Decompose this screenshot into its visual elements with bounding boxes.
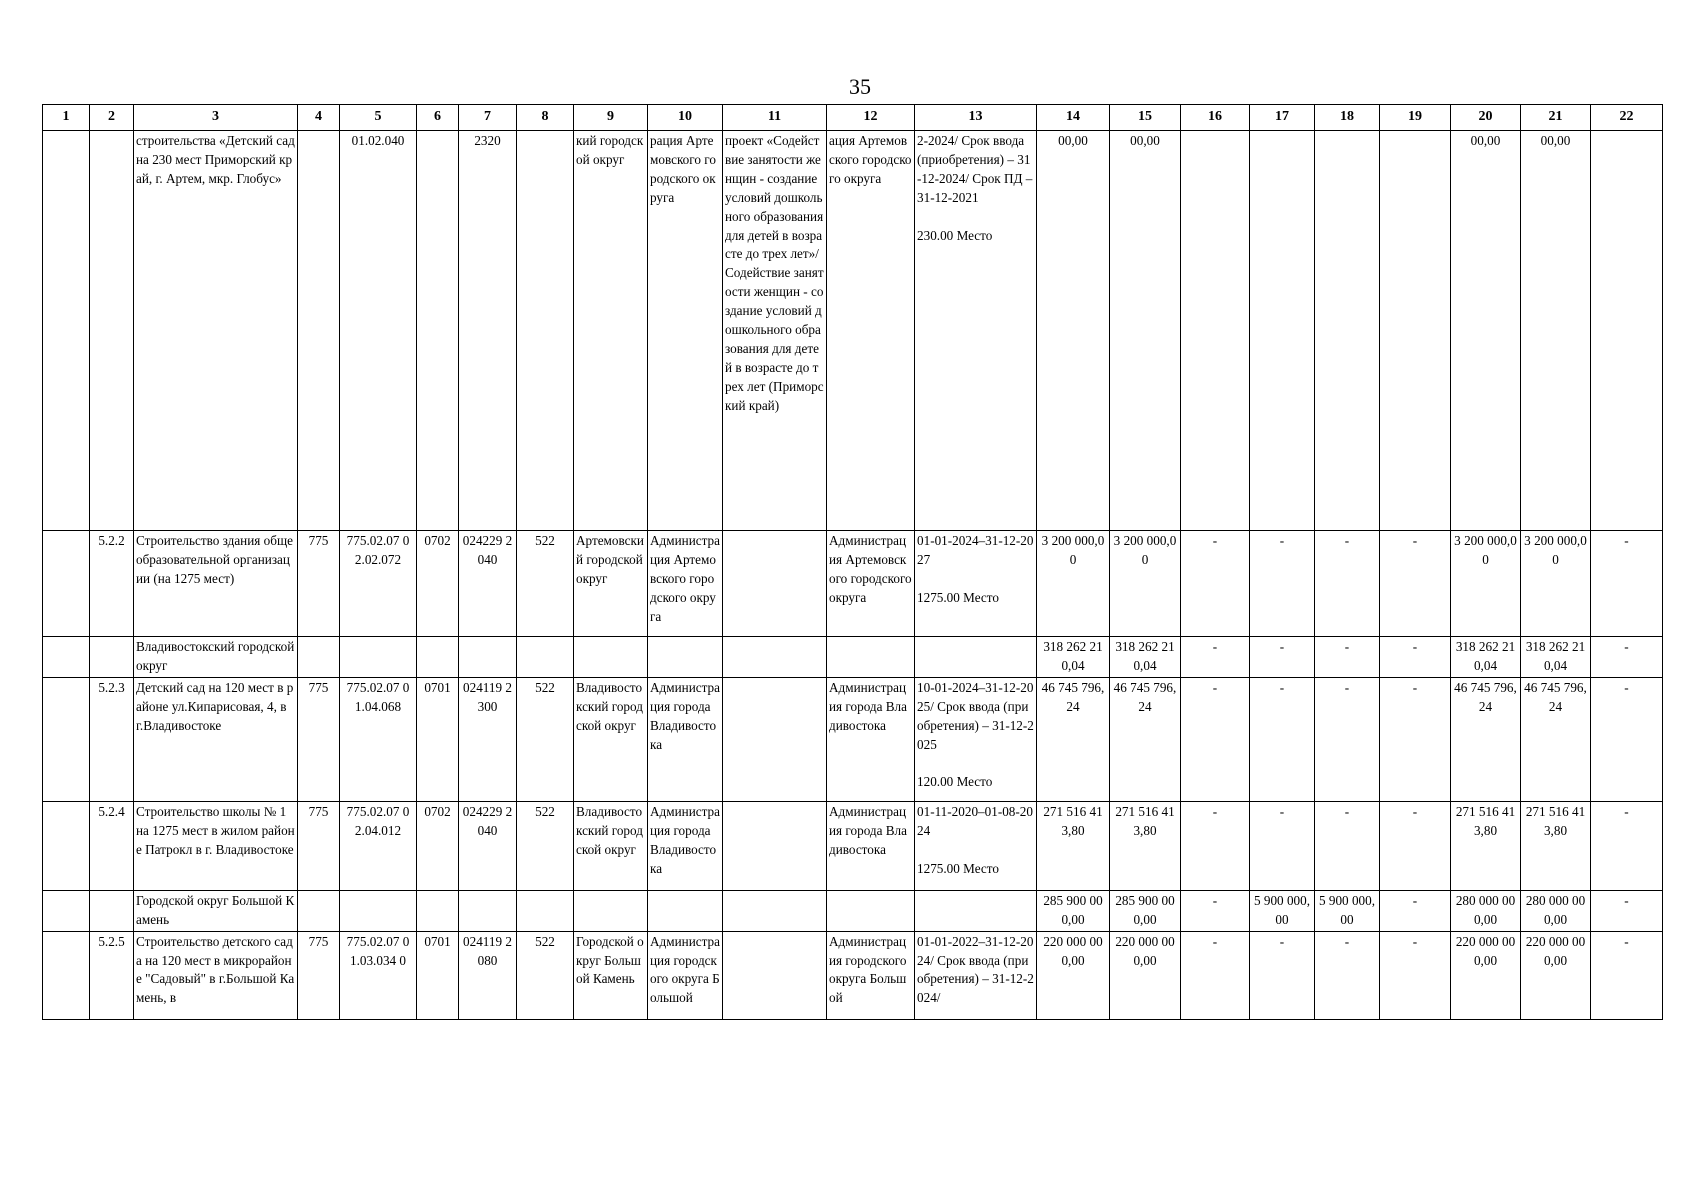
budget-table: [42, 104, 1663, 1020]
cell-row-number: [90, 131, 134, 531]
column-header: 17: [1250, 105, 1315, 131]
cell-c19: -: [1380, 801, 1451, 890]
table-row: [43, 531, 1663, 637]
cell-developer: [827, 890, 915, 931]
column-header: 21: [1521, 105, 1591, 131]
cell-developer: [827, 637, 915, 678]
cell-c20: 46 745 796,24: [1451, 677, 1521, 801]
cell-c21: 318 262 210,04: [1521, 637, 1591, 678]
cell-project: проект «Содействие занятости женщин - создание условий дошкольного образования для детей в возрасте до трех лет»/Содействие занятости женщин - создание условий дошкольного образования для детей в возрасте до трех лет (Приморский край): [723, 131, 827, 531]
header-row: [43, 105, 1663, 131]
cell-c16: -: [1181, 890, 1250, 931]
cell-c8: [517, 131, 574, 531]
cell-c15: 3 200 000,00: [1110, 531, 1181, 637]
cell-c21: 3 200 000,00: [1521, 531, 1591, 637]
cell-c7: 024119 2300: [459, 677, 517, 801]
column-header: 13: [915, 105, 1037, 131]
cell-c5: 775.02.07 02.02.072: [340, 531, 417, 637]
cell-c16: -: [1181, 801, 1250, 890]
cell-c22: -: [1591, 890, 1663, 931]
cell-c7: 024229 2040: [459, 531, 517, 637]
cell-c14: 271 516 413,80: [1037, 801, 1110, 890]
cell-project: [723, 637, 827, 678]
cell-c17: -: [1250, 931, 1315, 1019]
cell-c5: 01.02.040: [340, 131, 417, 531]
cell-c15: 285 900 000,00: [1110, 890, 1181, 931]
cell-developer: Администрация городского округа Большой: [827, 931, 915, 1019]
cell-c1: [43, 677, 90, 801]
cell-project: [723, 801, 827, 890]
cell-c8: [517, 637, 574, 678]
column-header: 5: [340, 105, 417, 131]
cell-c18: -: [1315, 931, 1380, 1019]
column-header: 6: [417, 105, 459, 131]
cell-c6: 0702: [417, 531, 459, 637]
cell-c4: [298, 890, 340, 931]
cell-c8: 522: [517, 677, 574, 801]
cell-c20: 318 262 210,04: [1451, 637, 1521, 678]
cell-c14: 00,00: [1037, 131, 1110, 531]
cell-developer: Администрация Артемовского городского округа: [827, 531, 915, 637]
cell-project: [723, 531, 827, 637]
cell-c17: 5 900 000,00: [1250, 890, 1315, 931]
column-header: 11: [723, 105, 827, 131]
cell-c19: -: [1380, 637, 1451, 678]
cell-customer: Администрация Артемовского городского округа: [648, 531, 723, 637]
column-header: 16: [1181, 105, 1250, 131]
column-header: 18: [1315, 105, 1380, 131]
cell-c6: [417, 131, 459, 531]
column-header: 22: [1591, 105, 1663, 131]
cell-c16: -: [1181, 531, 1250, 637]
cell-c18: 5 900 000,00: [1315, 890, 1380, 931]
column-header: 20: [1451, 105, 1521, 131]
cell-c15: 46 745 796,24: [1110, 677, 1181, 801]
cell-c22: -: [1591, 931, 1663, 1019]
cell-c6: [417, 890, 459, 931]
cell-c20: 271 516 413,80: [1451, 801, 1521, 890]
cell-c22: -: [1591, 677, 1663, 801]
cell-c14: 318 262 210,04: [1037, 637, 1110, 678]
cell-c16: -: [1181, 677, 1250, 801]
cell-project: [723, 890, 827, 931]
cell-customer: [648, 890, 723, 931]
cell-row-number: 5.2.3: [90, 677, 134, 801]
column-header: 9: [574, 105, 648, 131]
cell-object-name: Строительство здания общеобразовательной организации (на 1275 мест): [134, 531, 298, 637]
cell-c21: 46 745 796,24: [1521, 677, 1591, 801]
cell-c4: [298, 131, 340, 531]
cell-c7: [459, 637, 517, 678]
cell-c21: 00,00: [1521, 131, 1591, 531]
cell-c21: 280 000 000,00: [1521, 890, 1591, 931]
cell-terms: 01-01-2022–31-12-2024/ Срок ввода (приобретения) – 31-12-2024/: [915, 931, 1037, 1019]
cell-c1: [43, 637, 90, 678]
table-row: [43, 637, 1663, 678]
cell-c5: 775.02.07 01.03.034 0: [340, 931, 417, 1019]
cell-c14: 46 745 796,24: [1037, 677, 1110, 801]
cell-c4: 775: [298, 931, 340, 1019]
cell-developer: ация Артемовского городского округа: [827, 131, 915, 531]
cell-c1: [43, 801, 90, 890]
table-row: [43, 931, 1663, 1019]
cell-c8: 522: [517, 931, 574, 1019]
column-header: 14: [1037, 105, 1110, 131]
cell-c19: -: [1380, 677, 1451, 801]
cell-object-name: Городской округ Большой Камень: [134, 890, 298, 931]
cell-c8: 522: [517, 801, 574, 890]
cell-municipality: Владивостокский городской округ: [574, 677, 648, 801]
cell-developer: Администрация города Владивостока: [827, 677, 915, 801]
cell-c22: -: [1591, 801, 1663, 890]
cell-c22: [1591, 131, 1663, 531]
cell-c20: 00,00: [1451, 131, 1521, 531]
cell-row-number: 5.2.2: [90, 531, 134, 637]
cell-c17: -: [1250, 677, 1315, 801]
cell-municipality: кий городской округ: [574, 131, 648, 531]
column-header: 7: [459, 105, 517, 131]
cell-row-number: 5.2.5: [90, 931, 134, 1019]
cell-object-name: Строительство школы № 1 на 1275 мест в жилом районе Патрокл в г. Владивостоке: [134, 801, 298, 890]
table-row: [43, 801, 1663, 890]
cell-c6: 0701: [417, 931, 459, 1019]
cell-c1: [43, 531, 90, 637]
cell-municipality: [574, 890, 648, 931]
cell-c5: 775.02.07 02.04.012: [340, 801, 417, 890]
cell-c4: [298, 637, 340, 678]
cell-c17: [1250, 131, 1315, 531]
cell-c5: [340, 890, 417, 931]
table-row: [43, 890, 1663, 931]
cell-c16: [1181, 131, 1250, 531]
cell-c19: [1380, 131, 1451, 531]
cell-c4: 775: [298, 677, 340, 801]
cell-row-number: [90, 637, 134, 678]
cell-municipality: Артемовский городской округ: [574, 531, 648, 637]
cell-municipality: [574, 637, 648, 678]
cell-c8: [517, 890, 574, 931]
cell-c17: -: [1250, 637, 1315, 678]
cell-c21: 220 000 000,00: [1521, 931, 1591, 1019]
cell-c19: -: [1380, 931, 1451, 1019]
cell-customer: [648, 637, 723, 678]
column-header: 15: [1110, 105, 1181, 131]
column-header: 1: [43, 105, 90, 131]
cell-c19: -: [1380, 531, 1451, 637]
cell-municipality: Городской округ Большой Камень: [574, 931, 648, 1019]
cell-c5: [340, 637, 417, 678]
cell-c7: 2320: [459, 131, 517, 531]
cell-developer: Администрация города Владивостока: [827, 801, 915, 890]
cell-c22: -: [1591, 637, 1663, 678]
cell-c14: 285 900 000,00: [1037, 890, 1110, 931]
cell-c16: -: [1181, 931, 1250, 1019]
cell-c1: [43, 931, 90, 1019]
cell-c14: 220 000 000,00: [1037, 931, 1110, 1019]
column-header: 10: [648, 105, 723, 131]
cell-c1: [43, 131, 90, 531]
cell-c17: -: [1250, 801, 1315, 890]
cell-customer: рация Артемовского городского округа: [648, 131, 723, 531]
cell-c18: -: [1315, 801, 1380, 890]
cell-c15: 00,00: [1110, 131, 1181, 531]
table-row: [43, 677, 1663, 801]
cell-c18: -: [1315, 531, 1380, 637]
cell-c18: -: [1315, 677, 1380, 801]
cell-terms: 01-11-2020–01-08-2024 1275.00 Место: [915, 801, 1037, 890]
cell-c5: 775.02.07 01.04.068: [340, 677, 417, 801]
cell-c4: 775: [298, 801, 340, 890]
cell-object-name: Детский сад на 120 мест в районе ул.Кипарисовая, 4, в г.Владивостоке: [134, 677, 298, 801]
cell-c20: 3 200 000,00: [1451, 531, 1521, 637]
cell-project: [723, 931, 827, 1019]
cell-object-name: Владивостокский городской округ: [134, 637, 298, 678]
cell-customer: Администрация города Владивостока: [648, 677, 723, 801]
cell-c7: 024119 2080: [459, 931, 517, 1019]
page-number: 35: [849, 74, 871, 99]
table-row: [43, 131, 1663, 531]
cell-c19: -: [1380, 890, 1451, 931]
cell-c20: 220 000 000,00: [1451, 931, 1521, 1019]
cell-project: [723, 677, 827, 801]
cell-c15: 318 262 210,04: [1110, 637, 1181, 678]
cell-row-number: [90, 890, 134, 931]
cell-c15: 220 000 000,00: [1110, 931, 1181, 1019]
cell-c15: 271 516 413,80: [1110, 801, 1181, 890]
column-header: 19: [1380, 105, 1451, 131]
cell-terms: 2-2024/ Срок ввода (приобретения) – 31-12-2024/ Срок ПД – 31-12-2021 230.00 Место: [915, 131, 1037, 531]
cell-terms: [915, 890, 1037, 931]
column-header: 2: [90, 105, 134, 131]
cell-c6: [417, 637, 459, 678]
cell-c21: 271 516 413,80: [1521, 801, 1591, 890]
cell-c22: -: [1591, 531, 1663, 637]
cell-row-number: 5.2.4: [90, 801, 134, 890]
cell-c6: 0701: [417, 677, 459, 801]
cell-c1: [43, 890, 90, 931]
cell-object-name: Строительство детского сада на 120 мест в микрорайоне "Садовый" в г.Большой Камень, в: [134, 931, 298, 1019]
cell-customer: Администрация городского округа Большой: [648, 931, 723, 1019]
column-header: 8: [517, 105, 574, 131]
cell-c17: -: [1250, 531, 1315, 637]
cell-c20: 280 000 000,00: [1451, 890, 1521, 931]
cell-c18: [1315, 131, 1380, 531]
cell-c6: 0702: [417, 801, 459, 890]
column-header: 12: [827, 105, 915, 131]
cell-terms: 10-01-2024–31-12-2025/ Срок ввода (приобретения) – 31-12-2025 120.00 Место: [915, 677, 1037, 801]
cell-c7: [459, 890, 517, 931]
column-header: 4: [298, 105, 340, 131]
cell-terms: [915, 637, 1037, 678]
cell-c8: 522: [517, 531, 574, 637]
cell-c14: 3 200 000,00: [1037, 531, 1110, 637]
cell-c16: -: [1181, 637, 1250, 678]
cell-terms: 01-01-2024–31-12-2027 1275.00 Место: [915, 531, 1037, 637]
cell-municipality: Владивостокский городской округ: [574, 801, 648, 890]
cell-object-name: строительства «Детский сад на 230 мест Приморский край, г. Артем, мкр. Глобус»: [134, 131, 298, 531]
column-header: 3: [134, 105, 298, 131]
cell-c4: 775: [298, 531, 340, 637]
cell-c18: -: [1315, 637, 1380, 678]
cell-c7: 024229 2040: [459, 801, 517, 890]
cell-customer: Администрация города Владивостока: [648, 801, 723, 890]
